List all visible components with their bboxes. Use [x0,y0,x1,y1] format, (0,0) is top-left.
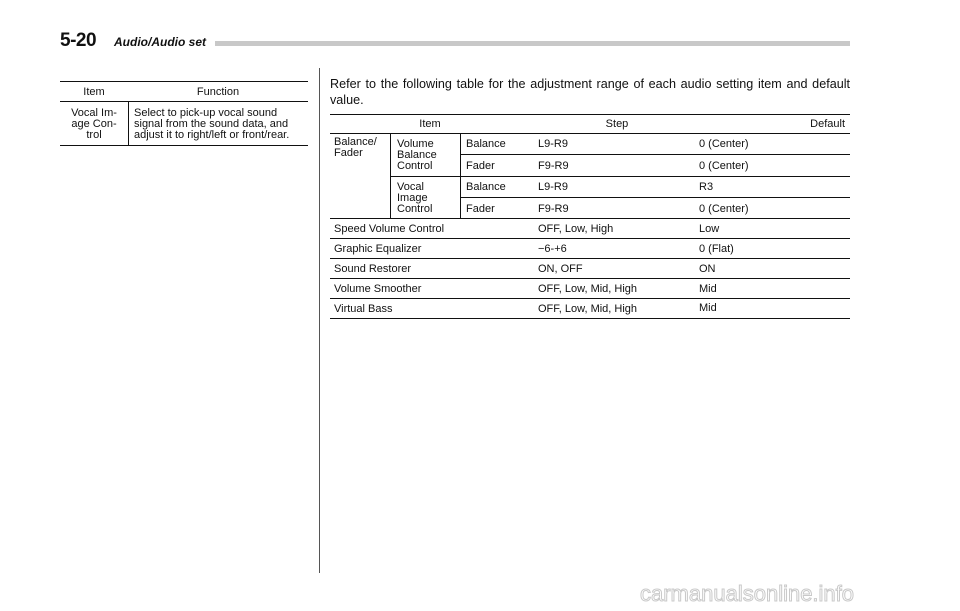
row-item: Volume Smoother [334,283,422,295]
item-text-line: age Con- [71,118,117,130]
row-step: F9-R9 [538,160,569,172]
subgroup-label-line: Control [397,203,433,215]
group-label-line: Balance/ [334,136,377,148]
row-step: −6-+6 [538,243,567,255]
row-step: ON, OFF [538,263,583,275]
row-step: L9-R9 [538,181,568,193]
row-item: Sound Restorer [334,263,412,275]
item-text-line: trol [86,129,102,141]
row-default: 0 (Center) [699,203,749,215]
row-default: R3 [699,181,714,193]
row-item: Balance [466,138,506,150]
function-text-line: adjust it to right/left or front/rear. [134,129,290,141]
subgroup-label-vocal-image-control [397,182,432,215]
row-default: Mid [699,283,717,295]
row-default: Low [699,223,720,235]
column-header-item: Item [419,118,441,130]
item-cell [60,102,128,145]
group-label-balance-fader [334,137,377,159]
subgroup-label-line: Volume [397,138,434,150]
subgroup-label-volume-balance-control [397,139,437,172]
column-header-function: Function [196,85,240,98]
group-label-line: Fader [334,147,363,159]
column-divider [319,68,320,573]
subgroup-label-line: Control [397,160,433,172]
header-rule [215,41,850,46]
row-default: 0 (Center) [699,138,749,150]
row-item: Speed Volume Control [334,223,445,235]
watermark-text: carmanualsonline.info [640,582,855,606]
row-step: F9-R9 [538,203,569,215]
row-item: Balance [466,181,506,193]
column-header-default: Default [810,118,845,130]
row-item: Fader [466,203,495,215]
function-text-line: Select to pick-up vocal sound [134,107,278,119]
item-text-line: Vocal Im- [71,107,117,119]
item-function-table-header [60,81,308,102]
page-number: 5-20 [60,30,97,51]
column-header-item: Item [83,85,105,98]
page-header [60,30,850,52]
row-step: OFF, Low, Mid, High [538,283,638,295]
watermark [640,582,940,606]
subgroup-label-line: Vocal [397,181,424,193]
subgroup-label-line: Balance [397,149,437,161]
row-default: Mid [699,302,717,314]
row-default: 0 (Center) [699,160,749,172]
function-text-line: signal from the sound data, and [134,118,289,130]
intro-paragraph: Refer to the following table for the adjustment range of each audio setting item and default value. [330,77,850,107]
row-step: OFF, Low, Mid, High [538,303,638,315]
row-item: Graphic Equalizer [334,243,422,255]
row-step: OFF, Low, High [538,223,614,235]
row-default: ON [699,263,716,275]
section-title: Audio/Audio set [114,35,206,49]
column-header-step: Step [605,118,629,130]
row-step: L9-R9 [538,138,568,150]
table-row [60,102,308,146]
row-item: Fader [466,160,495,172]
row-item: Virtual Bass [334,303,393,315]
row-default: 0 (Flat) [699,243,734,255]
item-function-table [60,81,308,146]
subgroup-label-line: Image [397,192,428,204]
function-cell [128,102,308,145]
